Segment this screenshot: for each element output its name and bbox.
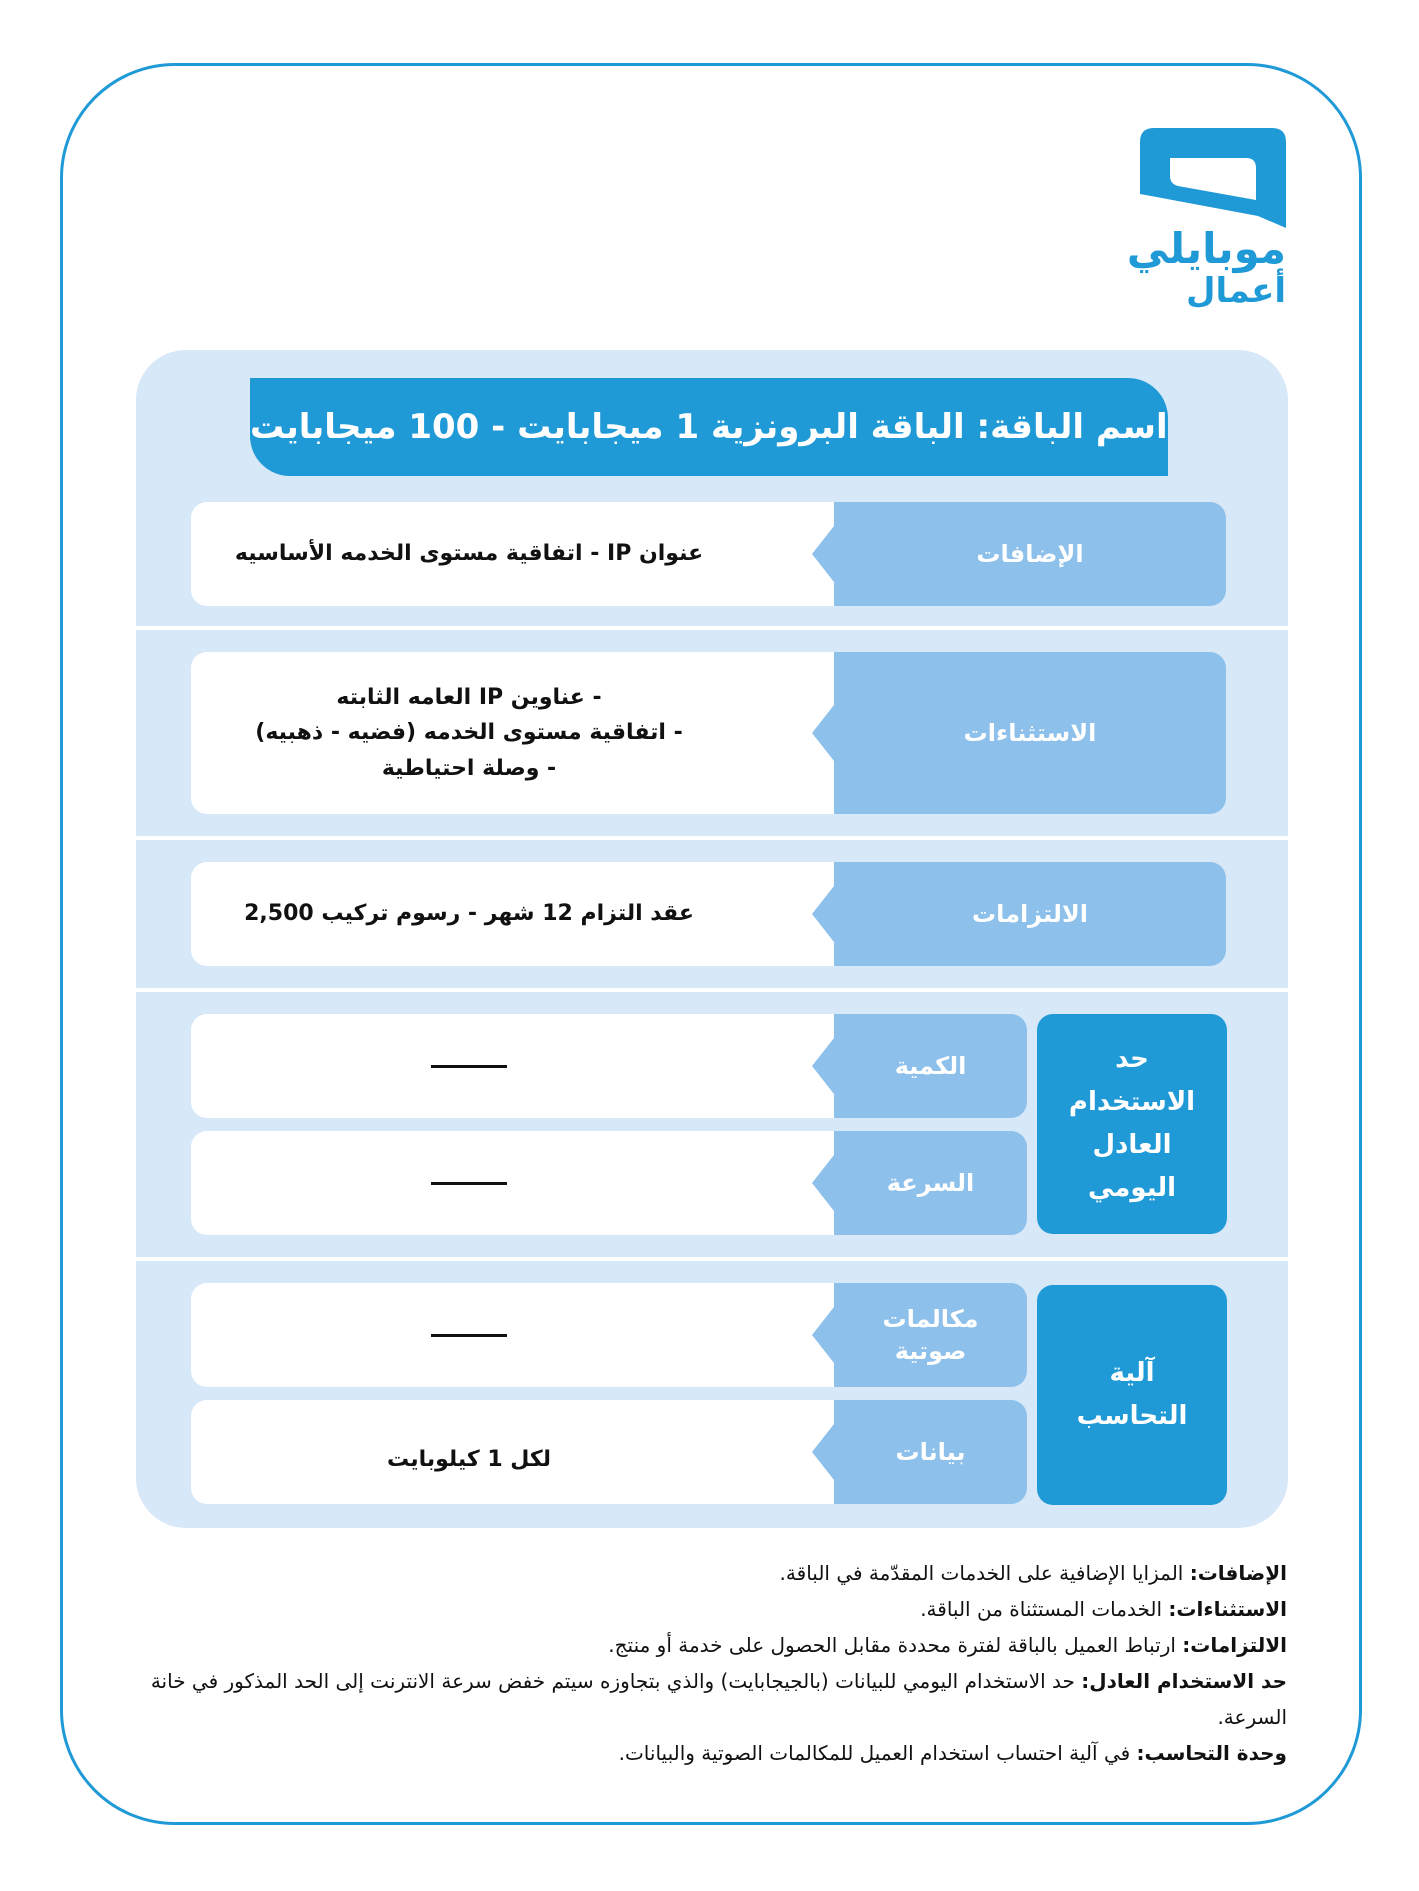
voice-label [834,1283,1027,1387]
group-label-line: التحاسب [1076,1401,1188,1431]
row-billing-data [191,1400,1027,1504]
package-panel [136,350,1288,1528]
row-commitments [191,862,1226,966]
definition-text: في آلية احتساب استخدام العميل للمكالمات الصوتية والبيانات. [618,1741,1137,1765]
group-label-line: الاستخدام [1068,1087,1196,1118]
row-fair-use-quantity [191,1014,1027,1118]
group-label-line: العادل [1092,1130,1172,1160]
commitments-value: عقد التزام 12 شهر - رسوم تركيب 2,500 [244,901,694,927]
definition-item [137,1555,1287,1591]
definition-term: الالتزامات: [1182,1633,1287,1657]
logo-wordmark [1126,224,1286,311]
voice-value [191,1283,747,1387]
fair-use-group-label [1037,1014,1227,1234]
definition-text: حد الاستخدام اليومي للبيانات (بالجيجابايت) والذي بتجاوزه سيتم خفض سرعة الانترنت إلى الحد المذكور في خانة السرعة. [150,1669,1287,1729]
definition-term: الاستثناءات: [1168,1597,1287,1621]
row-fair-use-speed [191,1131,1027,1235]
exclusions-label: الاستثناءات [834,652,1226,814]
definition-term: الإضافات: [1189,1561,1287,1585]
brand-name: موبايلي [1126,224,1286,273]
voice-label-line: صوتية [894,1337,967,1365]
definition-text: ارتباط العميل بالباقة لفترة محددة مقابل الحصول على خدمة أو منتج. [608,1633,1183,1657]
billing-group-label [1037,1285,1227,1505]
mobily-logo-icon [1140,128,1286,228]
definition-item [137,1735,1287,1771]
quantity-label: الكمية [834,1014,1027,1118]
exclusion-item: - عناوين IP العامه الثابته [336,685,602,711]
exclusion-item: - اتفاقية مستوى الخدمه (فضيه - ذهبيه) [255,720,683,746]
speed-value [191,1131,747,1235]
data-value: لكل 1 كيلوبايت [387,1447,551,1473]
divider [136,988,1288,992]
row-billing-voice [191,1283,1027,1387]
divider [136,626,1288,630]
definition-text: المزايا الإضافية على الخدمات المقدّمة في الباقة. [779,1561,1190,1585]
group-label-line: حد [1115,1044,1149,1075]
data-label: بيانات [834,1400,1027,1504]
definition-item [137,1663,1287,1735]
definition-item [137,1591,1287,1627]
divider [136,1257,1288,1261]
package-title: اسم الباقة: الباقة البرونزية 1 ميجابايت - 100 ميجابايت [250,378,1168,476]
exclusions-value [191,652,747,814]
voice-label-line: مكالمات [882,1304,979,1333]
empty-dash [431,1182,507,1185]
exclusion-item: - وصلة احتياطية [381,755,557,781]
definitions [137,1555,1287,1771]
speed-label: السرعة [834,1131,1027,1235]
row-exclusions [191,652,1226,814]
definition-term: حد الاستخدام العادل: [1081,1669,1287,1693]
quantity-value [191,1014,747,1118]
additions-label: الإضافات [834,502,1226,606]
definition-term: وحدة التحاسب: [1136,1741,1287,1765]
commitments-label: الالتزامات [834,862,1226,966]
definition-item [137,1627,1287,1663]
additions-value: عنوان IP - اتفاقية مستوى الخدمه الأساسيه [234,541,704,567]
definition-text: الخدمات المستثناة من الباقة. [920,1597,1169,1621]
group-label-line: اليومي [1088,1172,1176,1203]
empty-dash [431,1065,507,1068]
row-additions [191,502,1226,606]
brand-division: أعمال [1186,271,1286,311]
divider [136,836,1288,840]
empty-dash [431,1334,507,1337]
group-label-line: آلية [1109,1358,1155,1389]
